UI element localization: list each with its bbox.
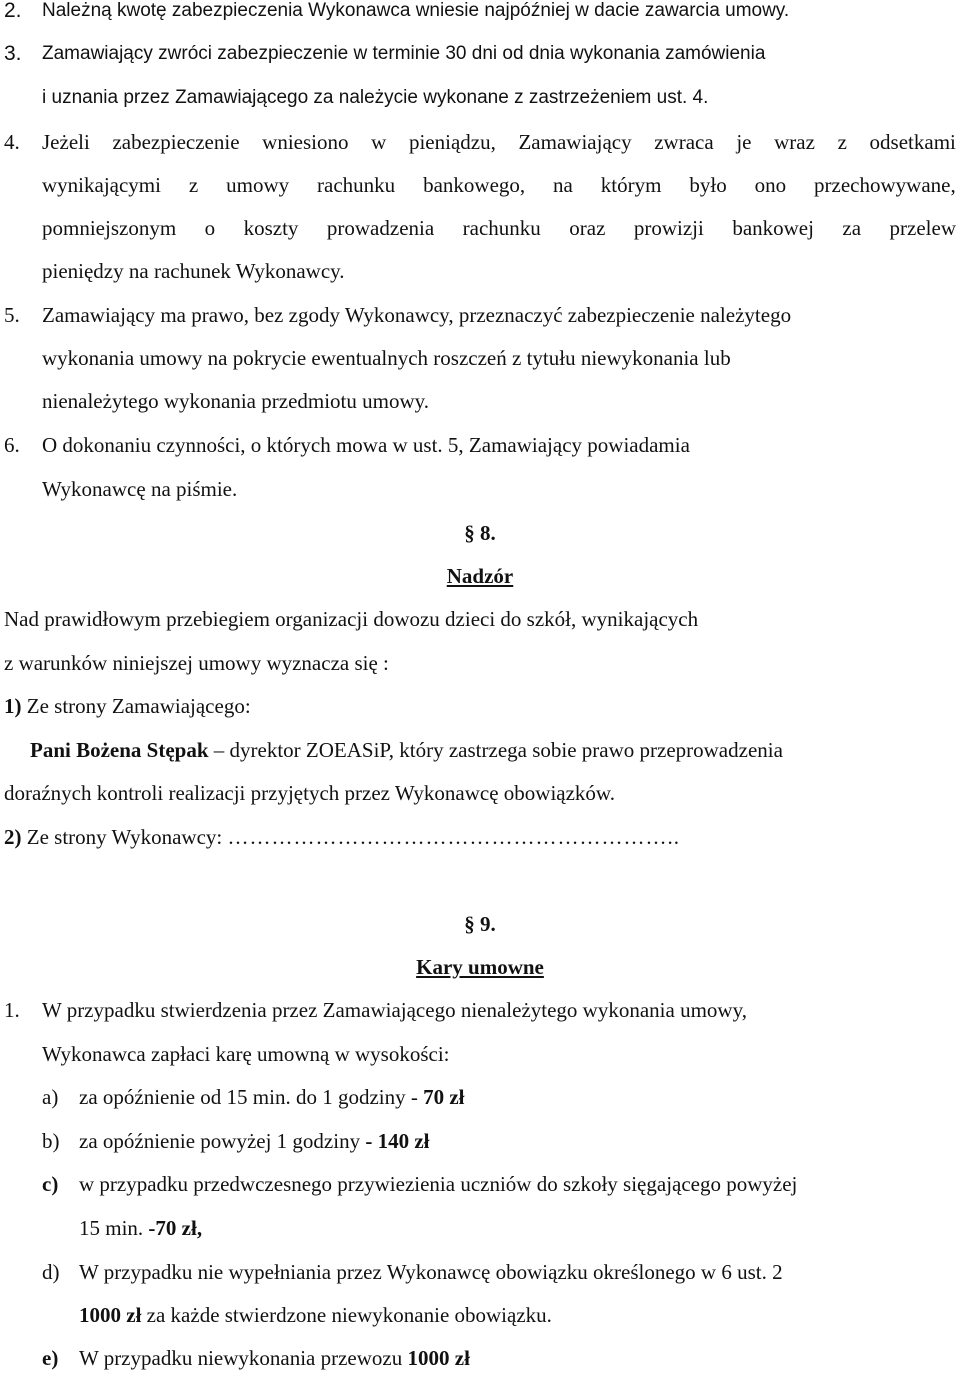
paragraph-line: Nad prawidłowym przebiegiem organizacji dowozu dzieci do szkół, wynikających [4,607,699,631]
list-label: d) [42,1260,60,1284]
list-number: 6. [4,433,20,457]
paragraph-text: za opóźnienie od 15 min. do 1 godziny - [79,1085,424,1109]
paragraph-line: wykonania umowy na pokrycie ewentualnych roszczeń z tytułu niewykonania lub [42,346,731,370]
paragraph-line: z warunków niniejszej umowy wyznacza się : [4,651,389,675]
paragraph-text: 15 min. [79,1216,149,1240]
list-number: 2) [4,825,22,849]
paragraph-line: Jeżeli zabezpieczenie wniesiono w pieniądzu, Zamawiający zwraca je wraz z odsetkami [42,130,956,154]
paragraph-line: wynikającymi z umowy rachunku bankowego, na którym było ono przechowywane, [42,173,956,197]
paragraph-line: W przypadku nie wypełniania przez Wykonawcę obowiązku określonego w 6 ust. 2 [79,1260,783,1284]
list-label: c) [42,1172,59,1196]
paragraph-line: Należną kwotę zabezpieczenia Wykonawca wniesie najpóźniej w dacie zawarcia umowy. [42,0,790,21]
paragraph-line [79,1084,465,1110]
list-number: 4. [4,130,20,154]
list-label: b) [42,1129,60,1153]
paragraph-line: O dokonaniu czynności, o których mowa w ust. 5, Zamawiający powiadamia [42,433,690,457]
paragraph-line: nienależytego wykonania przedmiotu umowy. [42,389,430,413]
person-name: Pani Bożena Stępak [30,738,209,762]
paragraph-text: Ze strony Wykonawcy: [21,825,228,849]
section-title: Nadzór [446,564,514,588]
list-label: e) [42,1346,59,1370]
paragraph-line: doraźnych kontroli realizacji przyjętych przez Wykonawcę obowiązków. [4,781,615,805]
paragraph-line [79,1215,202,1241]
paragraph-line [4,693,251,719]
paragraph-text: za każde stwierdzone niewykonanie obowiązku. [141,1303,552,1327]
paragraph-line: pieniędzy na rachunek Wykonawcy. [42,259,345,283]
paragraph-line: w przypadku przedwczesnego przywiezienia uczniów do szkoły sięgającego powyżej [79,1172,798,1196]
paragraph-line: W przypadku stwierdzenia przez Zamawiającego nienależytego wykonania umowy, [42,998,747,1022]
paragraph-text: W przypadku niewykonania przewozu [79,1346,408,1370]
list-number: 1) [4,694,22,718]
paragraph-line: i uznania przez Zamawiającego za należycie wykonane z zastrzeżeniem ust. 4. [42,87,709,108]
paragraph-line: Zamawiający zwróci zabezpieczenie w terminie 30 dni od dnia wykonania zamówienia [42,43,766,64]
paragraph-line [4,824,680,850]
paragraph-line: Zamawiający ma prawo, bez zgody Wykonawcy, przeznaczyć zabezpieczenie należytego [42,303,792,327]
list-label: a) [42,1085,59,1109]
penalty-amount: - 140 zł [365,1129,430,1153]
list-number: 3. [4,42,22,65]
paragraph-text: Ze strony Zamawiającego: [21,694,251,718]
paragraph-line [79,1302,552,1328]
penalty-amount: -70 zł, [148,1216,203,1240]
paragraph-text: – dyrektor ZOEASiP, który zastrzega sobie prawo przeprowadzenia [208,738,783,762]
paragraph-line [79,1128,429,1154]
list-number: 2. [4,0,22,22]
paragraph-line: Wykonawcę na piśmie. [42,477,238,501]
paragraph-line [79,1345,470,1371]
paragraph-line: pomniejszonym o koszty prowadzenia rachunku oraz prowizji bankowej za przelew [42,216,956,240]
penalty-amount: 1000 zł [407,1346,470,1370]
section-heading: § 8. [464,521,496,545]
paragraph-line: Wykonawca zapłaci karę umowną w wysokości: [42,1042,450,1066]
section-title: Kary umowne [416,955,544,979]
penalty-amount: 70 zł [423,1085,465,1109]
list-number: 5. [4,303,20,327]
penalty-amount: 1000 zł [79,1303,142,1327]
section-heading: § 9. [464,912,496,936]
fill-in-blank: …………………………………………………….. [227,825,680,849]
paragraph-line [30,737,783,763]
paragraph-text: za opóźnienie powyżej 1 godziny [79,1129,366,1153]
list-number: 1. [4,998,20,1022]
